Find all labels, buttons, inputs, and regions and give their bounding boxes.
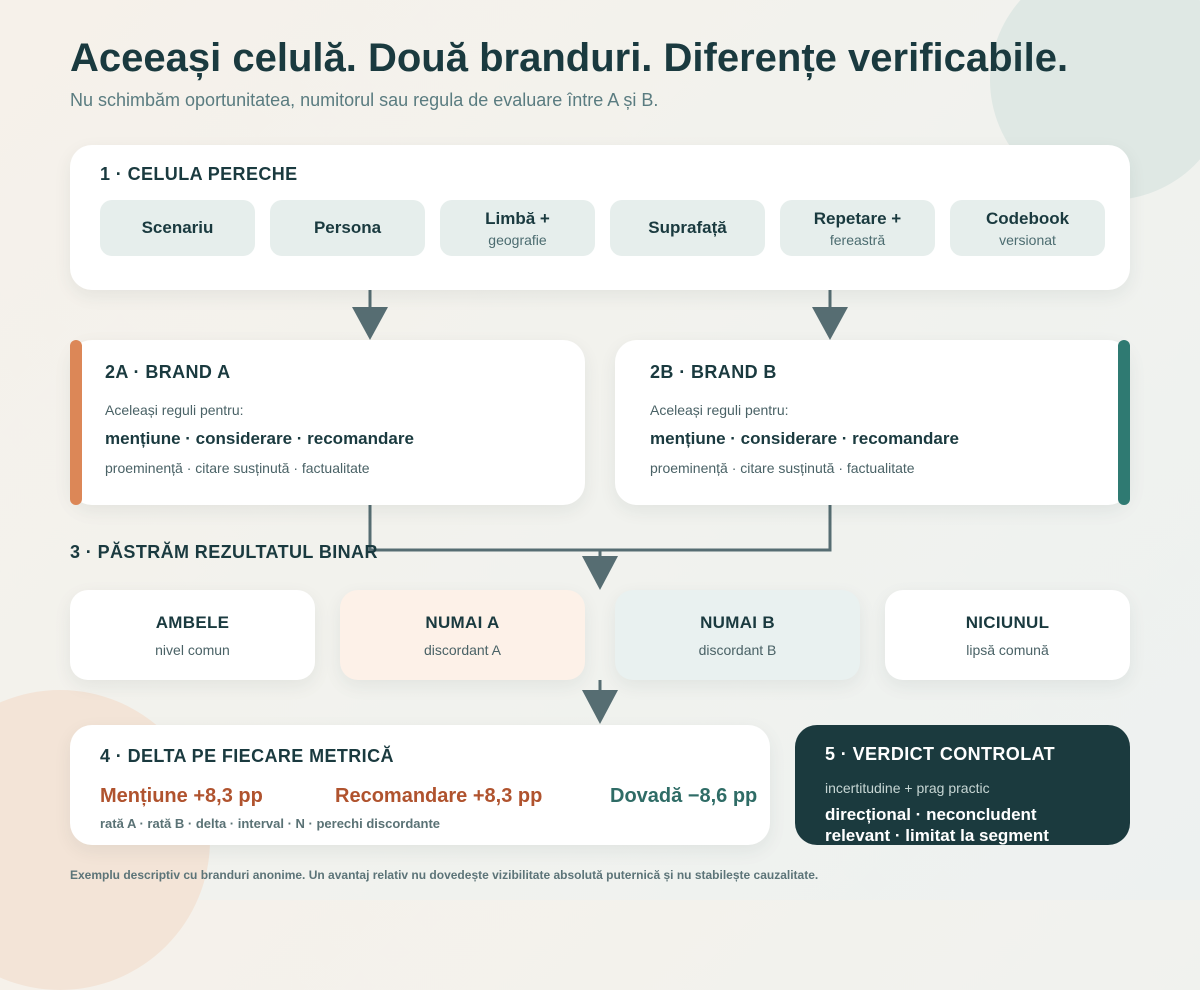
verdict-card xyxy=(795,725,1130,845)
outcome-description: discordant B xyxy=(698,641,777,658)
brand-b-intro: Aceleași reguli pentru: xyxy=(650,402,789,418)
brand-a-qualities: proeminență · citare susținută · factualitate xyxy=(105,460,370,476)
outcome-only-a xyxy=(340,590,585,680)
connector-brands-merge xyxy=(370,505,830,558)
pill-label: Codebook xyxy=(985,208,1070,228)
pill-language-geography xyxy=(440,200,595,256)
pill-surface xyxy=(610,200,765,256)
pill-scenario xyxy=(100,200,255,256)
outcomes-title: 3 · PĂSTRĂM REZULTATUL BINAR xyxy=(70,542,378,562)
outcome-label: AMBELE xyxy=(155,612,230,632)
pill-sublabel: geografie xyxy=(488,231,547,248)
delta-mention-value: Mențiune +8,3 pp xyxy=(100,785,263,807)
verdict-subtitle: incertitudine + prag practic xyxy=(825,780,990,796)
brand-b-accent-bar xyxy=(1118,340,1130,505)
delta-card xyxy=(70,725,770,845)
pill-persona xyxy=(270,200,425,256)
outcome-description: lipsă comună xyxy=(966,641,1049,658)
brand-a-title: 2A · BRAND A xyxy=(105,362,231,382)
brand-a-intro: Aceleași reguli pentru: xyxy=(105,402,244,418)
brand-b-title: 2B · BRAND B xyxy=(650,362,777,382)
outcome-description: nivel comun xyxy=(155,641,230,658)
outcome-label: NICIUNUL xyxy=(965,612,1050,632)
delta-note: rată A · rată B · delta · interval · N · perechi discordante xyxy=(100,816,441,831)
paired-cell-card xyxy=(70,145,1130,290)
outcome-label: NUMAI B xyxy=(700,612,775,632)
page-title: Aceeași celulă. Două branduri. Diferențe verificabile. xyxy=(70,36,1069,80)
outcome-only-b xyxy=(615,590,860,680)
brand-a-metrics: mențiune · considerare · recomandare xyxy=(105,429,414,448)
pill-label: Repetare + xyxy=(813,208,902,228)
outcome-both xyxy=(70,590,315,680)
outcome-neither xyxy=(885,590,1130,680)
outcome-label: NUMAI A xyxy=(425,612,500,632)
pill-sublabel: versionat xyxy=(999,231,1056,248)
pill-repetition-window xyxy=(780,200,935,256)
arrow-to-delta xyxy=(582,690,618,724)
arrow-to-brand-b xyxy=(812,307,848,340)
brand-b-qualities: proeminență · citare susținută · factualitate xyxy=(650,460,915,476)
page-subtitle: Nu schimbăm oportunitatea, numitorul sau regula de evaluare între A și B. xyxy=(70,90,659,110)
delta-title: 4 · DELTA PE FIECARE METRICĂ xyxy=(100,746,394,766)
delta-evidence-value: Dovadă −8,6 pp xyxy=(610,785,758,807)
arrow-to-outcomes xyxy=(582,556,618,590)
pill-label: Suprafață xyxy=(648,218,727,237)
verdict-title: 5 · VERDICT CONTROLAT xyxy=(825,744,1056,764)
outcome-description: discordant A xyxy=(423,641,502,658)
paired-cell-title: 1 · CELULA PERECHE xyxy=(100,164,298,184)
brand-a-accent-bar xyxy=(70,340,82,505)
pill-sublabel: fereastră xyxy=(829,231,886,248)
delta-recommendation-value: Recomandare +8,3 pp xyxy=(335,785,543,807)
pill-label: Persona xyxy=(313,218,382,237)
arrow-to-brand-a xyxy=(352,307,388,340)
pill-label: Limbă + xyxy=(485,208,550,228)
verdict-line-1: direcțional · neconcludent xyxy=(825,805,1037,824)
pill-label: Scenariu xyxy=(141,218,214,237)
footnote: Exemplu descriptiv cu branduri anonime. Un avantaj relativ nu dovedește vizibilitate absolută puternică și nu stabilește cauzalitate. xyxy=(70,868,819,882)
brand-b-card xyxy=(615,340,1130,505)
brand-b-metrics: mențiune · considerare · recomandare xyxy=(650,429,959,448)
pill-codebook-versioned xyxy=(950,200,1105,256)
verdict-line-2: relevant · limitat la segment xyxy=(825,826,1049,845)
brand-a-card xyxy=(70,340,585,505)
